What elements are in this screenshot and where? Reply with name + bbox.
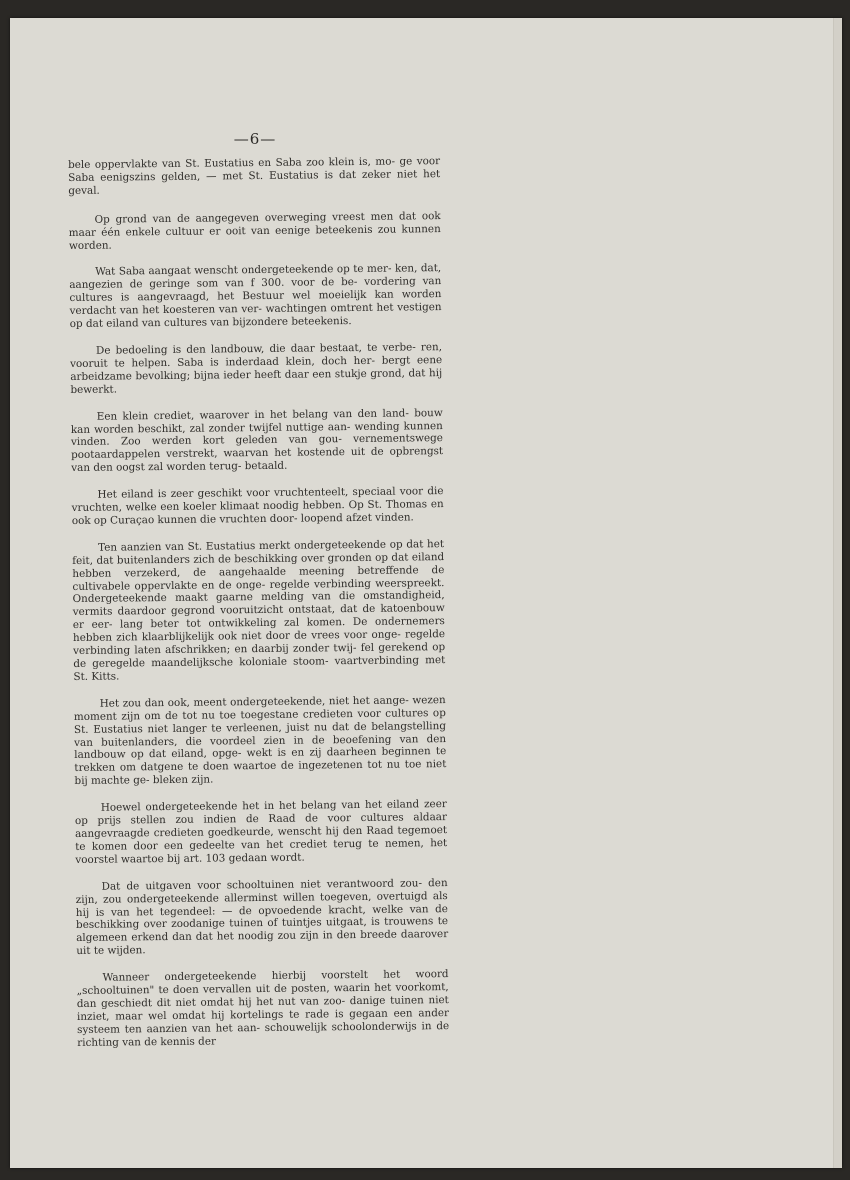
document-page	[10, 18, 842, 1168]
adjacent-page-edge	[834, 18, 842, 1168]
page-number: —6—	[233, 130, 277, 148]
paragraph-11: Wanneer ondergeteekende hierbij voorstelt het woord „schooltuinen" te doen vervallen uit de posten, waarin het voorkomt, dan geschiedt dit niet omdat hij het nut van zoo- danige tuinen niet inziet, maar wel omdat hij kortelings te rade is gegaan een ander systeem ten aanzien van het aan- schouwelijk schoolonderwijs in de richting van de kennis der	[76, 968, 450, 1049]
paragraph-9: Hoewel ondergeteekende het in het belang van het eiland zeer op prijs stellen zou indien de Raad de voor cultures aldaar aangevraagde credieten goedkeurde, wenscht hij den Raad tegemoet te komen door een gedeelte van het crediet terug te nemen, het voorstel waartoe bij art. 103 gedaan wordt.	[74, 798, 448, 866]
paragraph-1: bele oppervlakte van St. Eustatius en Saba zoo klein is, mo- ge voor Saba eenigszins gelden, — met St. Eustatius is dat zeker niet het geval.	[68, 155, 441, 197]
paragraph-7: Ten aanzien van St. Eustatius merkt ondergeteekende op dat het feit, dat buitenlanders zich de beschikking over gronden op dat eiland hebben verzekerd, de aangehaalde meening betreffende de cultivabele oppervlakte en de onge- regelde verbinding weerspreekt. Ondergeteekende maakt gaarne melding van die omstandigheid, vermits daardoor gegrond vooruitzicht ontstaat, dat de katoenbouw er eer- lang beter tot ontwikkeling zal komen. De ondernemers hebben zich klaarblijkelijk ook niet door de vrees voor onge- regelde verbinding laten afschrikken; en daarbij zonder twij- fel gerekend op de geregelde maandelijksche koloniale stoom- vaartverbinding met St. Kitts.	[72, 537, 446, 683]
paragraph-6: Het eiland is zeer geschikt voor vruchtenteelt, speciaal voor die vruchten, welke een koeler klimaat noodig hebben. Op St. Thomas en ook op Curaçao kunnen die vruchten door- loopend afzet vinden.	[71, 485, 444, 527]
paragraph-5: Een klein crediet, waarover in het belang van den land- bouw kan worden beschikt, zal zonder twijfel nuttige aan- wending kunnen vinden. Zoo werden kort geleden van gou- vernementswege pootaardappelen verstrekt, waarvan het kostende uit de opbrengst van den oogst zal worden terug- betaald.	[70, 406, 444, 475]
paragraph-4: De bedoeling is den landbouw, die daar bestaat, te verbe- ren, vooruit te helpen. Saba is inderdaad klein, doch her- bergt eene arbeidzame bevolking; bijna ieder heeft daar een stukje grond, dat hij bewerkt.	[70, 341, 443, 396]
paragraph-10: Dat de uitgaven voor schooltuinen niet verantwoord zou- den zijn, zou ondergeteekende allerminst willen toegeven, overtuigd als hij is van het tegendeel: — de opvoedende kracht, welke van de beschikking over zoodanige tuinen of tuintjes uitgaat, is trouwens te algemeen erkend dan dat het noodig zou zijn in den breede daarover uit te wijden.	[75, 876, 449, 958]
paragraph-2: Op grond van de aangegeven overweging vreest men dat ook maar één enkele cultuur er ooit van eenige beteekenis zou kunnen worden.	[68, 209, 441, 252]
text-column	[68, 155, 449, 1063]
paragraph-3: Wat Saba aangaat wenscht ondergeteekende op te mer- ken, dat, aangezien de geringe som van f 300. voor de be- vordering van cultures is aangevraagd, het Bestuur wel moeielijk kan worden verdacht van het koesteren van ver- wachtingen omtrent het vestigen op dat eiland van cultures van bijzondere beteekenis.	[69, 262, 442, 331]
paragraph-8: Het zou dan ook, meent ondergeteekende, niet het aange- wezen moment zijn om de tot nu toe toegestane credieten voor cultures op St. Eustatius niet langer te verleenen, juist nu dat de belangstelling van buitenlanders, die voordeel zien in de beoefening van den landbouw op dat eiland, opge- wekt is en zij daarheen beginnen te trekken om datgene te doen waartoe de ingezetenen tot nu toe niet bij machte ge- bleken zijn.	[73, 693, 447, 788]
